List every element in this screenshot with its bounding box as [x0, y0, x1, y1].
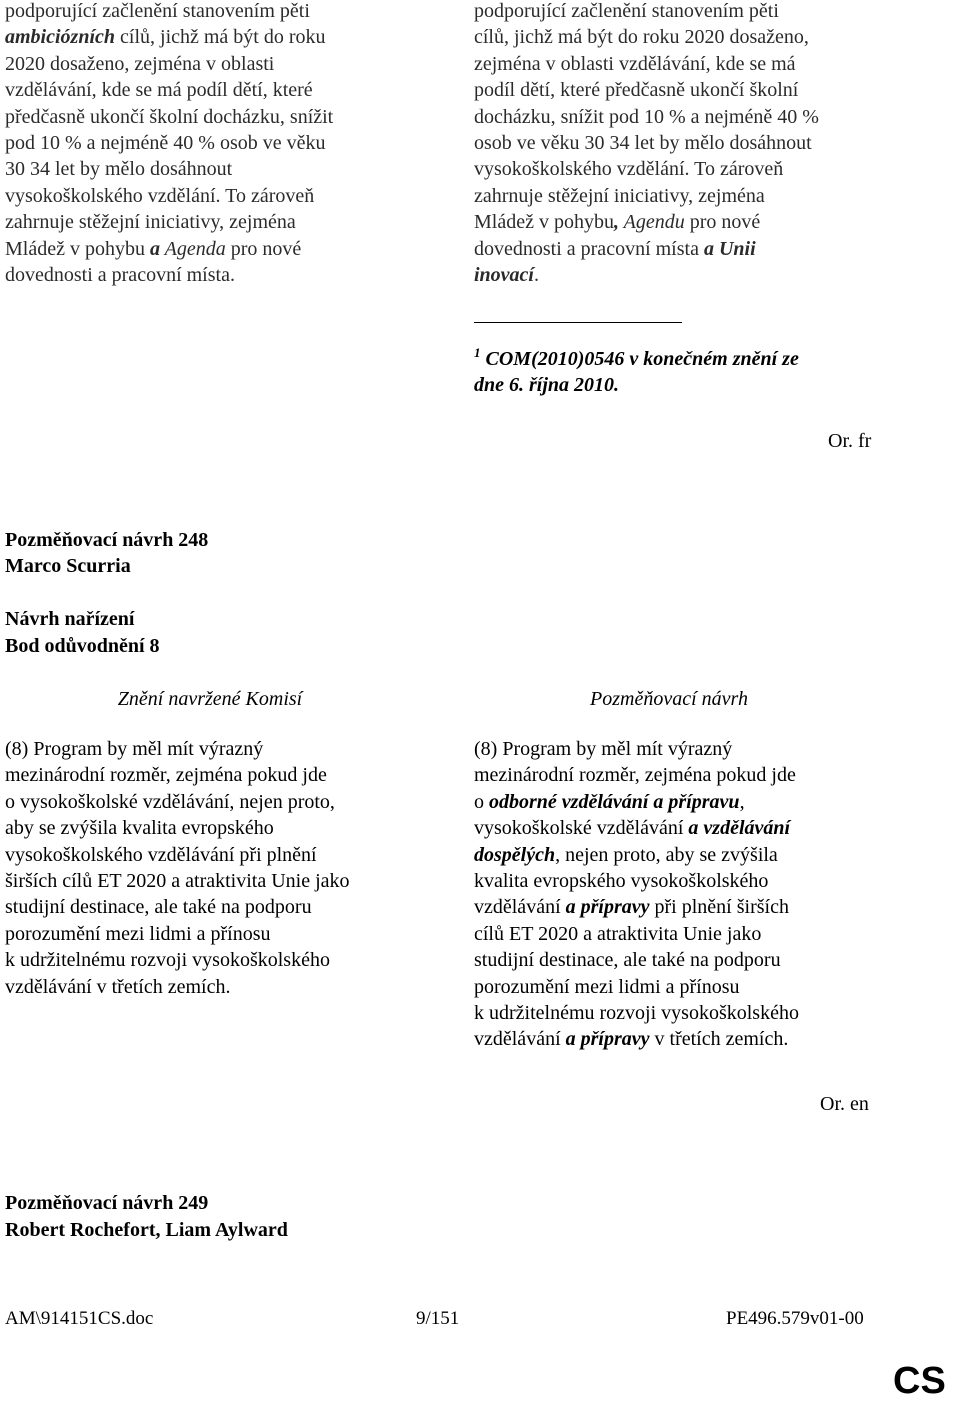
- language-code: CS: [893, 1360, 946, 1402]
- amendment-248-author: Marco Scurria: [5, 555, 131, 577]
- amendment-249-authors: Robert Rochefort, Liam Aylward: [5, 1219, 288, 1241]
- amendment-248-reference: Bod odůvodnění 8: [5, 635, 160, 657]
- amendment-249-title: Pozměňovací návrh 249: [5, 1192, 209, 1214]
- footer-doc-ref: AM\914151CS.doc: [5, 1308, 154, 1329]
- footnote-number: 1: [474, 345, 481, 360]
- amendment-text: (8) Program by měl mít výrazný mezinárodní rozměr, zejména pokud jde o odborné vzdělávání a přípravu, vysokoškolské vzdělávání a vzdělávání dospělých, nejen proto, aby se zvýšila kvalita evropského vysokoškolského vzdělávání a přípravy při plnění širších cílů ET 2020 a atraktivita Unie jako studijní destinace, ale také na podporu porozumění mezi lidmi a přínosu k udržitelnému rozvoji vysokoškolského vzdělávání a přípravy v třetích zemích.: [474, 738, 799, 1051]
- original-language-fr: Or. fr: [828, 430, 872, 452]
- footnote: $^1$ COM(2010)0546 v konečném znění ze dne 6. října 2010.: [474, 345, 799, 397]
- original-language-en: Or. en: [820, 1093, 869, 1115]
- amendment-heading: Pozměňovací návrh: [590, 688, 748, 710]
- top-right-text: podporující začlenění stanovením pěti cílů, jichž má být do roku 2020 dosaženo, zejména v oblasti vzdělávání, kde se má podíl dětí, které předčasně ukončí školní docházku, snížit pod 10 % a nejméně 40 % osob ve věku 30 34 let by mělo dosáhnout vysokoškolského vzdělání. To zároveň zahrnuje stěžejní iniciativy, zejména Mládež v pohybu, Agendu pro nové dovednosti a pracovní místa a Unii inovací.: [474, 0, 819, 287]
- amendment-248-type: Návrh nařízení: [5, 608, 135, 630]
- commission-text-heading: Znění navržené Komisí: [117, 688, 303, 710]
- amendment-248-title: Pozměňovací návrh 248: [5, 529, 209, 551]
- footer-pe-ref: PE496.579v01-00: [726, 1308, 864, 1329]
- commission-text: (8) Program by měl mít výrazný mezinárodní rozměr, zejména pokud jde o vysokoškolské vzdělávání, nejen proto, aby se zvýšila kvalita evropského vysokoškolského vzdělávání při plnění širších cílů ET 2020 a atraktivita Unie jako studijní destinace, ale také na podporu porozumění mezi lidmi a přínosu k udržitelnému rozvoji vysokoškolského vzdělávání v třetích zemích.: [5, 738, 350, 998]
- top-left-text: podporující začlenění stanovením pěti ambiciózních cílů, jichž má být do roku 2020 dosaženo, zejména v oblasti vzdělávání, kde se má podíl dětí, které předčasně ukončí školní docházku, snížit pod 10 % a nejméně 40 % osob ve věku 30 34 let by mělo dosáhnout vysokoškolského vzdělání. To zároveň zahrnuje stěžejní iniciativy, zejména Mládež v pohybu a Agenda pro nové dovednosti a pracovní místa.: [5, 0, 334, 287]
- footer-page-number: 9/151: [416, 1308, 460, 1329]
- footnote-divider: [474, 322, 682, 323]
